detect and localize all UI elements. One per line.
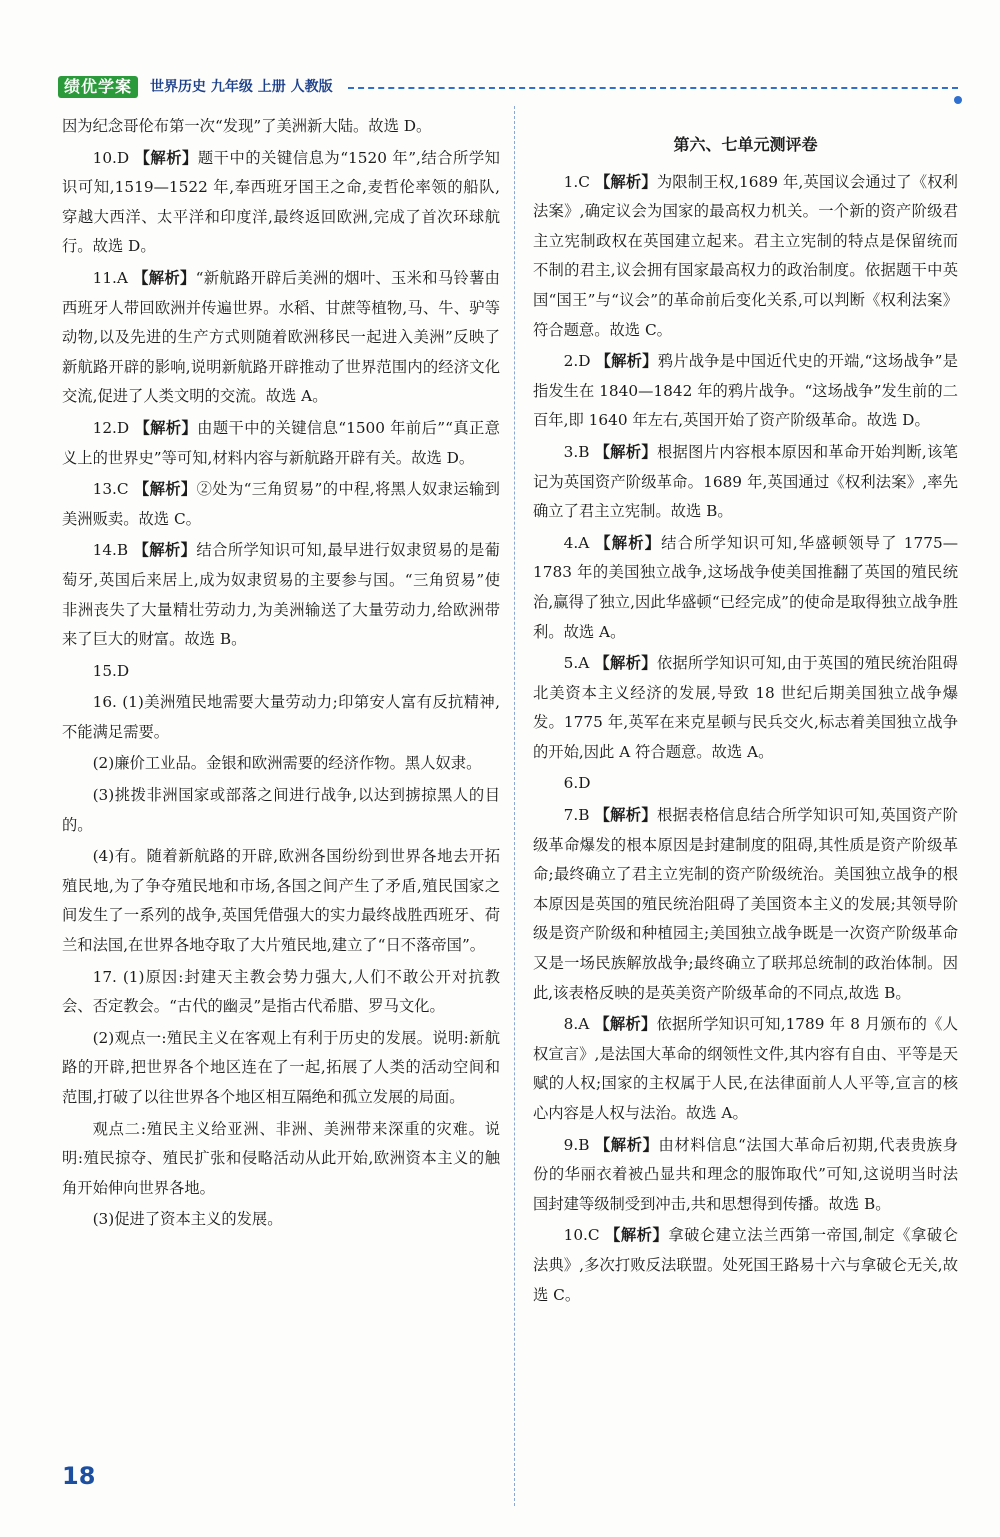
question-number: 4.A xyxy=(563,533,590,552)
header-divider xyxy=(348,87,958,89)
answer-text: 结合所学知识可知,华盛顿领导了 1775—1783 年的美国独立战争,这场战争使美国推翻了英国的殖民统治,赢得了独立,因此华盛顿“已经完成”的使命是取得独立战争胜利。故选 A。 xyxy=(533,533,958,641)
answer-paragraph xyxy=(533,529,958,647)
answer-text: (1)原因:封建天主教会势力强大,人们不敢公开对抗教会、否定教会。“古代的幽灵”是指古代希腊、罗马文化。 xyxy=(62,967,500,1016)
answer-paragraph xyxy=(62,536,500,654)
answer-text: 为限制王权,1689 年,英国议会通过了《权利法案》,确定议会为国家的最高权力机关。一个新的资产阶级君主立宪制政权在英国建立起来。君主立宪制的特点是保留统而不制的君主,议会拥有国家最高权力的政治制度。依据题干中英国“国王”与“议会”的革命前后变化关系,可以判断《权利法案》符合题意。故选 C。 xyxy=(533,172,958,339)
answer-text: 观点二:殖民主义给亚洲、非洲、美洲带来深重的灾难。说明:殖民掠夺、殖民扩张和侵略活动从此开始,欧洲资本主义的触角开始伸向世界各地。 xyxy=(62,1119,500,1197)
answer-text: 由题干中的关键信息“1500 年前后”“真正意义上的世界史”等可知,材料内容与新航路开辟有关。故选 D。 xyxy=(62,418,500,467)
analysis-tag: 【解析】 xyxy=(595,533,662,552)
question-number: 15.D xyxy=(92,661,130,680)
answer-paragraph xyxy=(533,801,958,1008)
page-number: 18 xyxy=(62,1462,96,1490)
question-number: 16. xyxy=(92,693,117,712)
question-number: 11.A xyxy=(92,268,128,287)
answer-paragraph xyxy=(62,1205,500,1235)
analysis-tag: 【解析】 xyxy=(605,1226,669,1245)
section-title: 第六、七单元测评卷 xyxy=(673,135,818,154)
answer-text: 结合所学知识可知,最早进行奴隶贸易的是葡萄牙,英国后来居上,成为奴隶贸易的主要参与国。“三角贸易”使非洲丧失了大量精壮劳动力,为美洲输送了大量劳动力,给欧洲带来了巨大的财富。故选 B。 xyxy=(62,541,500,649)
question-number: 12.D xyxy=(92,418,130,437)
answer-paragraph xyxy=(62,475,500,534)
answer-paragraph xyxy=(533,168,958,346)
question-number: 3.B xyxy=(563,442,590,461)
answer-paragraph xyxy=(533,438,958,527)
answer-text: 题干中的关键信息为“1520 年”,结合所学知识可知,1519—1522 年,奉西班牙国王之命,麦哲伦率领的船队,穿越大西洋、太平洋和印度洋,最终返回欧洲,完成了首次环球航行。故选 D。 xyxy=(62,148,500,256)
answer-text: (3)挑拨非洲国家或部落之间进行战争,以达到掳掠黑人的目的。 xyxy=(62,786,500,834)
analysis-tag: 【解析】 xyxy=(133,541,197,560)
answer-text: 拿破仑建立法兰西第一帝国,制定《拿破仑法典》,多次打败反法联盟。处死国王路易十六与拿破仑无关,故选 C。 xyxy=(533,1226,958,1304)
answer-paragraph xyxy=(62,657,500,687)
question-number: 10.D xyxy=(92,148,130,167)
question-number: 6.D xyxy=(563,774,591,793)
answer-paragraph xyxy=(62,749,500,779)
analysis-tag: 【解析】 xyxy=(595,352,658,371)
page-header xyxy=(58,76,958,100)
analysis-tag: 【解析】 xyxy=(594,1015,657,1034)
answer-text: 依据所学知识可知,由于英国的殖民统治阻碍北美资本主义经济的发展,导致 18 世纪后期美国独立战争爆发。1775 年,英军在来克星顿与民兵交火,标志着美国独立战争的开始,因此 A 符合题意。故选 A。 xyxy=(533,654,958,761)
answer-paragraph xyxy=(533,649,958,767)
answer-text: 根据图片内容根本原因和革命开始判断,该笔记为英国资产阶级革命。1689 年,英国通过《权利法案》,率先确立了君主立宪制。故选 B。 xyxy=(533,442,958,521)
answer-paragraph xyxy=(62,1115,500,1204)
answer-text: 根据表格信息结合所学知识可知,英国资产阶级革命爆发的根本原因是封建制度的阻碍,其性质是资产阶级革命;最终确立了君主立宪制的资产阶级统治。美国独立战争的根本原因是英国的殖民统治阻碍了美国资本主义的发展;其领导阶级是资产阶级和种植园主;美国独立战争既是一次资产阶级革命又是一场民族解放战争;最终确立了联邦总统制的政治体制。因此,该表格反映的是英美资产阶级革命的不同点,故选 B。 xyxy=(533,806,958,1002)
analysis-tag: 【解析】 xyxy=(134,148,198,167)
answer-paragraph xyxy=(62,144,500,262)
answer-text: (2)廉价工业品。金银和欧洲需要的经济作物。黑人奴隶。 xyxy=(92,754,482,773)
analysis-tag: 【解析】 xyxy=(134,418,198,437)
question-number: 13.C xyxy=(92,480,129,499)
answer-paragraph xyxy=(533,1221,958,1310)
answer-paragraph xyxy=(533,1131,958,1220)
left-column xyxy=(62,112,500,1237)
answer-text: ②处为“三角贸易”的中程,将黑人奴隶运输到美洲贩卖。故选 C。 xyxy=(62,480,500,528)
answer-paragraph xyxy=(533,1010,958,1128)
answer-paragraph xyxy=(62,842,500,960)
answer-text: (3)促进了资本主义的发展。 xyxy=(92,1210,283,1229)
header-dot-icon xyxy=(954,96,962,104)
analysis-tag: 【解析】 xyxy=(594,806,657,825)
answer-paragraph xyxy=(62,264,500,412)
question-number: 1.C xyxy=(563,172,590,191)
right-column xyxy=(533,130,958,1312)
brand-logo: 绩优学案 xyxy=(58,76,138,98)
question-number: 8.A xyxy=(563,1015,590,1034)
question-number: 17. xyxy=(92,967,117,986)
answer-text: 鸦片战争是中国近代史的开端,“这场战争”是指发生在 1840—1842 年的鸦片战争。“这场战争”发生前的二百年,即 1640 年左右,英国开始了资产阶级革命。故选 D。 xyxy=(533,352,958,430)
answer-text: (4)有。随着新航路的开辟,欧洲各国纷纷到世界各地去开拓殖民地,为了争夺殖民地和市场,各国之间产生了矛盾,殖民国家之间发生了一系列的战争,英国凭借强大的实力最终战胜西班牙、荷兰和法国,在世界各地夺取了大片殖民地,建立了“日不落帝国”。 xyxy=(62,847,500,955)
answer-paragraph xyxy=(62,1024,500,1113)
answer-paragraph xyxy=(62,781,500,840)
book-subtitle: 世界历史 九年级 上册 人教版 xyxy=(150,79,333,95)
right-answers xyxy=(533,168,958,1311)
answer-text: 因为纪念哥伦布第一次“发现”了美洲新大陆。故选 D。 xyxy=(62,117,432,135)
question-number: 2.D xyxy=(563,352,591,371)
analysis-tag: 【解析】 xyxy=(133,480,197,499)
answer-text: 由材料信息“法国大革命后初期,代表贵族身份的华丽衣着被凸显共和理念的服饰取代”可知,这说明当时法国封建等级制受到冲击,共和思想得到传播。故选 B。 xyxy=(533,1135,958,1213)
answer-text: “新航路开辟后美洲的烟叶、玉米和马铃薯由西班牙人带回欧洲并传遍世界。水稻、甘蔗等植物,马、牛、驴等动物,以及先进的生产方式则随着欧洲移民一起进入美洲”反映了新航路开辟的影响,说明新航路开辟推动了世界范围内的经济文化交流,促进了人类文明的交流。故选 A。 xyxy=(62,268,500,406)
analysis-tag: 【解析】 xyxy=(594,654,657,673)
answer-paragraph xyxy=(62,414,500,473)
question-number: 5.A xyxy=(563,654,590,673)
analysis-tag: 【解析】 xyxy=(594,442,657,461)
answer-text: 依据所学知识可知,1789 年 8 月颁布的《人权宣言》,是法国大革命的纲领性文件,其内容有自由、平等是天赋的人权;国家的主权属于人民,在法律面前人人平等,宣言的核心内容是人权与法治。故选 A。 xyxy=(533,1015,958,1122)
answer-text: (1)美洲殖民地需要大量劳动力;印第安人富有反抗精神,不能满足需要。 xyxy=(62,693,500,741)
question-number: 14.B xyxy=(92,541,129,560)
answer-paragraph xyxy=(62,963,500,1022)
answer-paragraph xyxy=(62,112,500,142)
answer-paragraph xyxy=(533,347,958,436)
answer-paragraph xyxy=(62,688,500,747)
analysis-tag: 【解析】 xyxy=(594,1135,659,1154)
question-number: 9.B xyxy=(563,1135,590,1154)
analysis-tag: 【解析】 xyxy=(594,172,657,191)
answer-text: (2)观点一:殖民主义在客观上有利于历史的发展。说明:新航路的开辟,把世界各个地区连在了一起,拓展了人类的活动空间和范围,打破了以往世界各个地区相互隔绝和孤立发展的局面。 xyxy=(62,1028,500,1106)
question-number: 10.C xyxy=(563,1226,600,1245)
analysis-tag: 【解析】 xyxy=(133,268,196,287)
answer-paragraph xyxy=(533,769,958,799)
question-number: 7.B xyxy=(563,806,590,825)
column-divider xyxy=(514,106,515,1506)
